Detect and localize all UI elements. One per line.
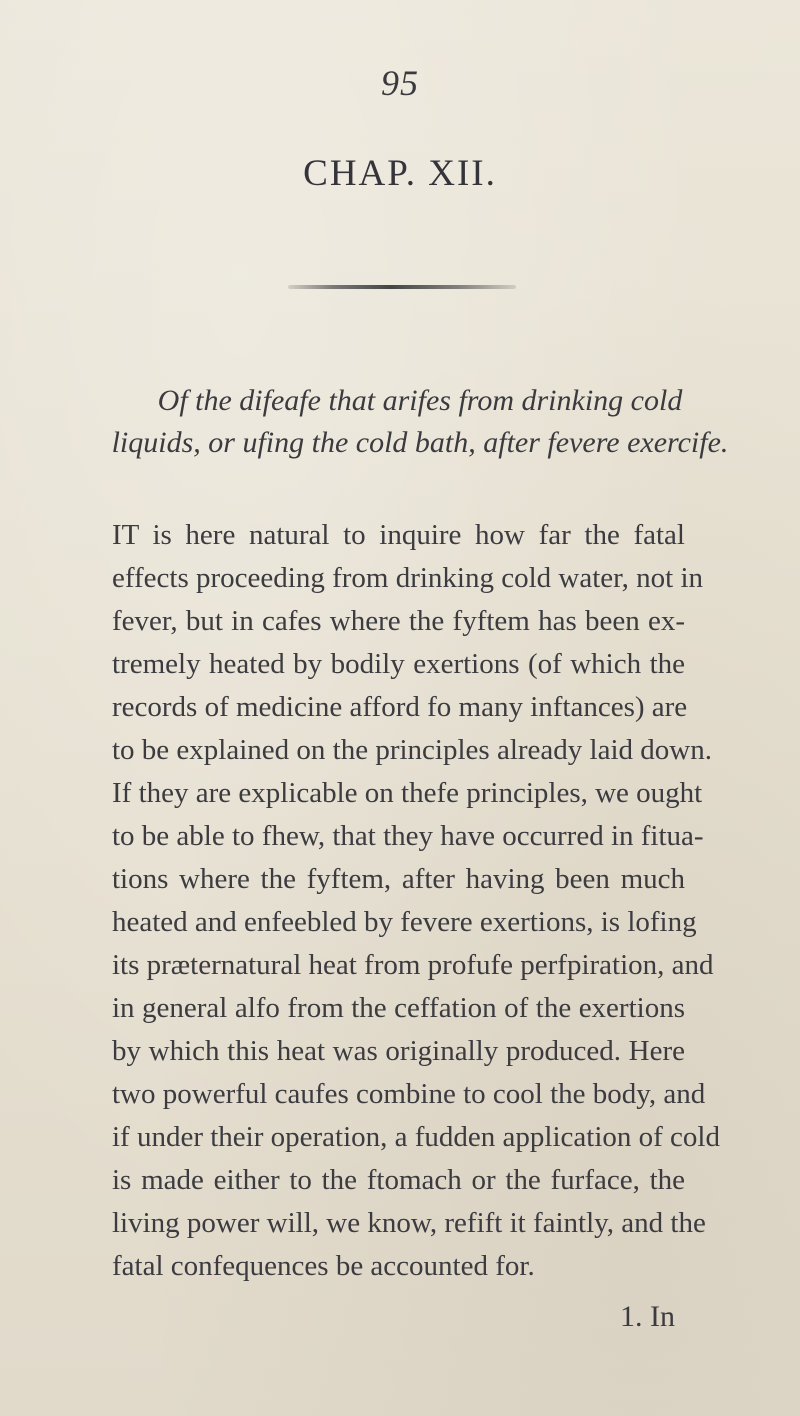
text-line: fatal confequences be accounted for. xyxy=(112,1250,535,1282)
text-line: living power will, we know, refift it faintly, and the xyxy=(112,1207,706,1239)
page-number: 95 xyxy=(381,63,419,103)
text-line: to be able to fhew, that they have occurred in fitua- xyxy=(112,820,704,852)
text-line: is made either to the ftomach or the furface, the xyxy=(112,1164,685,1196)
text-line: tremely heated by bodily exertions (of which the xyxy=(112,648,685,680)
chapter-subtitle: Of the difeafe that arifes from drinking cold liquids, or ufing the cold bath, after fevere exercife. xyxy=(111,384,729,459)
text-line: by which this heat was originally produced. Here xyxy=(112,1035,685,1067)
text-line: two powerful caufes combine to cool the body, and xyxy=(112,1078,706,1110)
text-line: tions where the fyftem, after having been much xyxy=(112,863,685,895)
chapter-rule xyxy=(288,285,516,289)
text-line: heated and enfeebled by fevere exertions, is lofing xyxy=(112,906,697,938)
text-line: its præternatural heat from profufe perfpiration, and xyxy=(112,949,714,981)
text-line: in general alfo from the ceffation of the exertions xyxy=(112,992,685,1024)
chapter-heading: CHAP. XII. xyxy=(303,153,497,194)
text-line: if under their operation, a fudden application of cold xyxy=(112,1121,720,1153)
text-line: IT is here natural to inquire how far the fatal xyxy=(112,519,685,551)
text-line: If they are explicable on thefe principles, we ought xyxy=(112,777,703,809)
text-line: effects proceeding from drinking cold water, not in xyxy=(112,562,704,594)
catchword: 1. In xyxy=(620,1300,675,1333)
text-line: records of medicine afford fo many inftances) are xyxy=(112,691,688,723)
text-line: fever, but in cafes where the fyftem has been ex- xyxy=(112,605,685,637)
text-line: to be explained on the principles already laid down. xyxy=(112,734,712,766)
